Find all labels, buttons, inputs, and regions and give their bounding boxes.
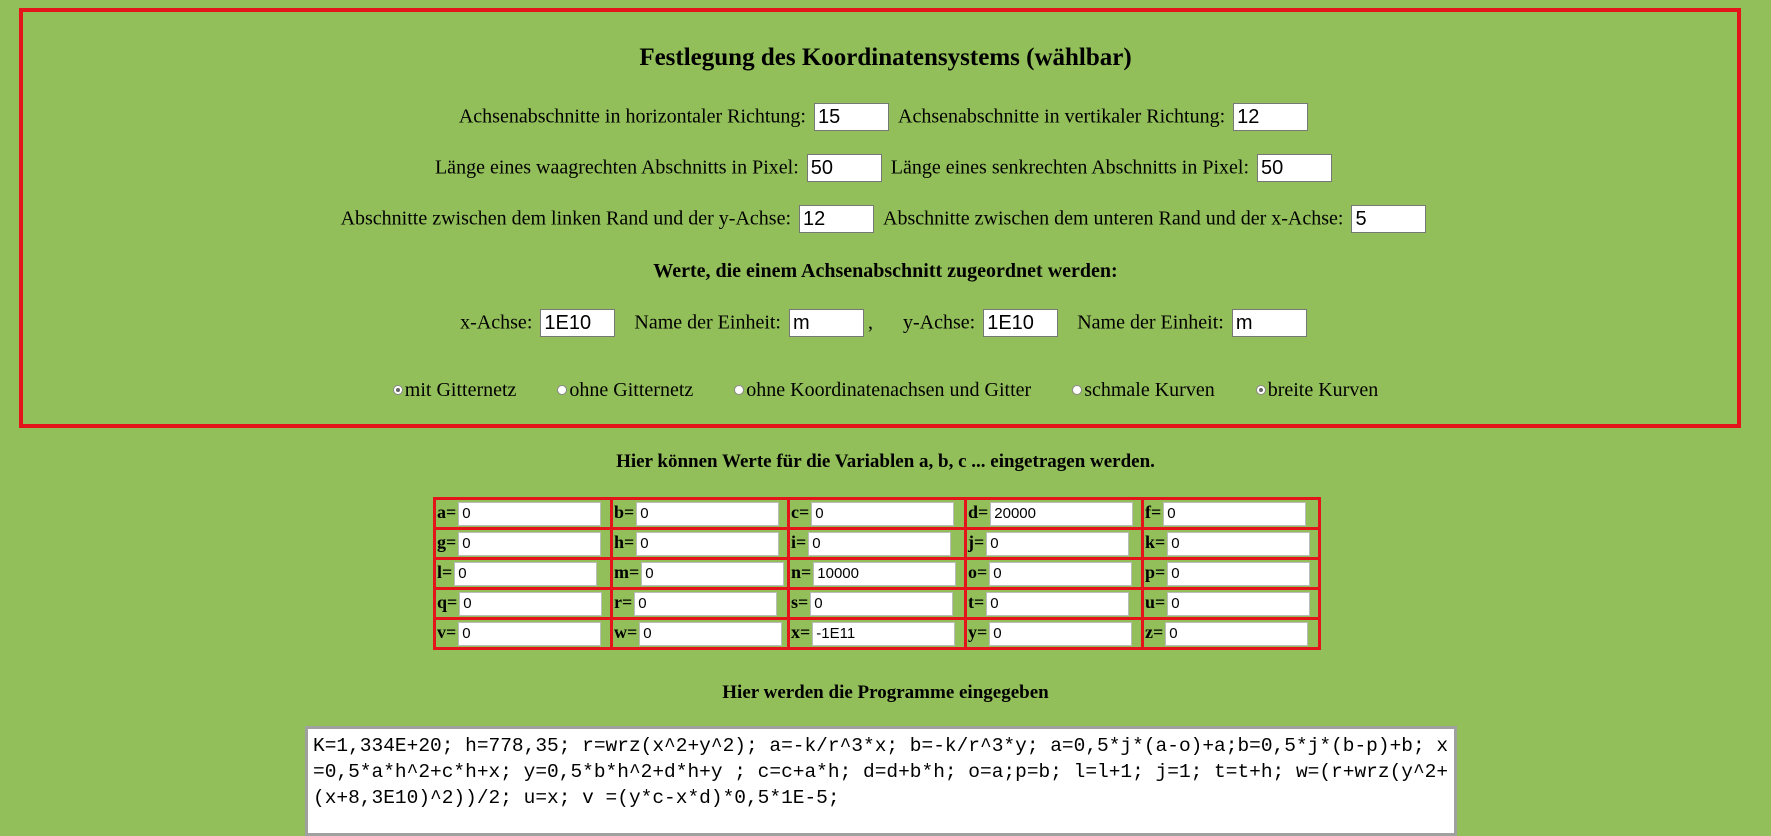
variable-label: y= (968, 621, 988, 642)
variable-label: o= (968, 561, 988, 582)
variable-input[interactable] (989, 622, 1132, 646)
variable-input[interactable] (1165, 622, 1308, 646)
segments-row (0, 103, 1771, 131)
variable-label: c= (791, 501, 810, 522)
axis-values-row (0, 309, 1771, 337)
variable-cell (435, 559, 612, 589)
radio-breite-kurven[interactable] (1256, 379, 1379, 402)
variable-cell (966, 589, 1143, 619)
radio-button[interactable] (557, 385, 567, 395)
variable-input[interactable] (990, 502, 1133, 526)
variable-input[interactable] (1167, 532, 1310, 556)
program-heading: Hier werden die Programme eingegeben (722, 682, 1049, 703)
variable-label: g= (437, 531, 457, 552)
variable-cell (612, 499, 789, 529)
variable-input[interactable] (641, 562, 784, 586)
y-axis-label: y-Achse: (903, 311, 976, 334)
variable-cell (789, 559, 966, 589)
v-length-input[interactable] (1257, 154, 1332, 182)
y-unit-label: Name der Einheit: (1077, 311, 1224, 334)
h-length-label: Länge eines waagrechten Abschnitts in Pixel: (434, 156, 799, 179)
variable-input[interactable] (636, 532, 779, 556)
variable-label: l= (437, 561, 453, 582)
radio-label: ohne Koordinatenachsen und Gitter (746, 379, 1032, 401)
variable-label: h= (614, 531, 635, 552)
variable-input[interactable] (810, 592, 953, 616)
variable-cell (612, 589, 789, 619)
variable-cell (789, 619, 966, 649)
display-options (0, 379, 1771, 402)
variable-input[interactable] (458, 532, 601, 556)
variable-label: x= (791, 621, 811, 642)
variable-cell (966, 529, 1143, 559)
variable-cell (435, 589, 612, 619)
variable-cell (612, 529, 789, 559)
variables-row (435, 589, 1320, 619)
variable-label: k= (1145, 531, 1166, 552)
h-length-input[interactable] (807, 154, 882, 182)
left-margin-input[interactable] (799, 205, 874, 233)
variable-label: j= (968, 531, 985, 552)
variable-input[interactable] (811, 502, 954, 526)
variable-cell (789, 529, 966, 559)
radio-button[interactable] (393, 385, 403, 395)
variables-row (435, 619, 1320, 649)
variable-input[interactable] (1167, 592, 1310, 616)
variable-label: n= (791, 561, 812, 582)
y-axis-value-input[interactable] (983, 309, 1058, 337)
radio-schmale-kurven[interactable] (1072, 379, 1215, 402)
radio-button[interactable] (734, 385, 744, 395)
variable-input[interactable] (989, 562, 1132, 586)
variable-input[interactable] (808, 532, 951, 556)
settings-title: Festlegung des Koordinatensystems (wählbar) (639, 44, 1132, 71)
variable-label: d= (968, 501, 989, 522)
variable-cell (1143, 529, 1320, 559)
variable-cell (789, 589, 966, 619)
variable-cell (1143, 559, 1320, 589)
variable-cell (966, 559, 1143, 589)
variable-input[interactable] (458, 622, 601, 646)
program-textarea[interactable]: K=1,334E+20; h=778,35; r=wrz(x^2+y^2); a=-k/r^3*x; b=-k/r^3*y; a=0,5*j*(a-o)+a;b=0,5*j*(b-p)+b; x=0,5*a*h^2+c*h+x; y=0,5*b*h^2+d*h+y ; c=c+a*h; d=d+b*h; o=a;p=b; l=l+1; j=1; t=t+h; w=(r+wrz(y^2+(x+8,3E10)^2))/2; u=x; v =(y*c-x*d)*0,5*1E-5; (305, 726, 1457, 836)
v-length-label: Länge eines senkrechten Abschnitts in Pixel: (890, 156, 1250, 179)
h-segments-input[interactable] (814, 103, 889, 131)
variable-cell (435, 529, 612, 559)
bottom-margin-input[interactable] (1351, 205, 1426, 233)
radio-label: breite Kurven (1267, 379, 1379, 401)
radio-label: ohne Gitternetz (569, 379, 694, 401)
variable-input[interactable] (812, 622, 955, 646)
variable-input[interactable] (986, 592, 1129, 616)
radio-button[interactable] (1256, 385, 1266, 395)
variables-heading: Hier können Werte für die Variablen a, b, c ... eingetragen werden. (616, 451, 1155, 472)
variable-label: t= (968, 591, 985, 612)
variable-label: a= (437, 501, 457, 522)
variable-cell (612, 559, 789, 589)
v-segments-input[interactable] (1233, 103, 1308, 131)
variable-cell (966, 499, 1143, 529)
radio-label: mit Gitternetz (404, 379, 517, 401)
variable-label: i= (791, 531, 807, 552)
variable-cell (966, 619, 1143, 649)
variable-label: f= (1145, 501, 1162, 522)
variable-cell (612, 619, 789, 649)
variable-input[interactable] (1163, 502, 1306, 526)
radio-label: schmale Kurven (1084, 379, 1215, 401)
variable-input[interactable] (458, 502, 601, 526)
variable-input[interactable] (813, 562, 956, 586)
margin-row (0, 205, 1771, 233)
variable-input[interactable] (639, 622, 782, 646)
variable-label: q= (437, 591, 458, 612)
variable-label: m= (614, 561, 640, 582)
variable-input[interactable] (454, 562, 597, 586)
variable-cell (435, 619, 612, 649)
length-row (0, 154, 1771, 182)
variable-input[interactable] (634, 592, 777, 616)
variable-cell (789, 499, 966, 529)
radio-ohne-achsen-gitter[interactable] (734, 379, 1031, 402)
variable-cell (1143, 619, 1320, 649)
variable-label: p= (1145, 561, 1166, 582)
variable-input[interactable] (636, 502, 779, 526)
x-unit-input[interactable] (789, 309, 864, 337)
variable-input[interactable] (459, 592, 602, 616)
separator-comma: , (868, 311, 873, 334)
variable-cell (1143, 499, 1320, 529)
left-margin-label: Abschnitte zwischen dem linken Rand und der y-Achse: (340, 207, 792, 230)
variable-label: r= (614, 591, 633, 612)
variables-table (433, 497, 1321, 650)
radio-mit-gitternetz[interactable] (393, 379, 517, 402)
variable-label: u= (1145, 591, 1166, 612)
variable-input[interactable] (986, 532, 1129, 556)
variable-label: w= (614, 621, 638, 642)
x-axis-value-input[interactable] (540, 309, 615, 337)
variable-label: z= (1145, 621, 1164, 642)
variables-row (435, 529, 1320, 559)
radio-ohne-gitternetz[interactable] (557, 379, 693, 402)
radio-button[interactable] (1072, 385, 1082, 395)
x-axis-label: x-Achse: (460, 311, 533, 334)
y-unit-input[interactable] (1232, 309, 1307, 337)
variable-label: s= (791, 591, 809, 612)
variable-input[interactable] (1167, 562, 1310, 586)
x-unit-label: Name der Einheit: (634, 311, 781, 334)
variable-cell (1143, 589, 1320, 619)
axis-values-heading: Werte, die einem Achsenabschnitt zugeordnet werden: (653, 260, 1118, 282)
variable-cell (435, 499, 612, 529)
variables-row (435, 499, 1320, 529)
h-segments-label: Achsenabschnitte in horizontaler Richtung: (458, 105, 806, 128)
variables-row (435, 559, 1320, 589)
variable-label: b= (614, 501, 635, 522)
bottom-margin-label: Abschnitte zwischen dem unteren Rand und der x-Achse: (883, 207, 1344, 230)
v-segments-label: Achsenabschnitte in vertikaler Richtung: (898, 105, 1226, 128)
variable-label: v= (437, 621, 457, 642)
